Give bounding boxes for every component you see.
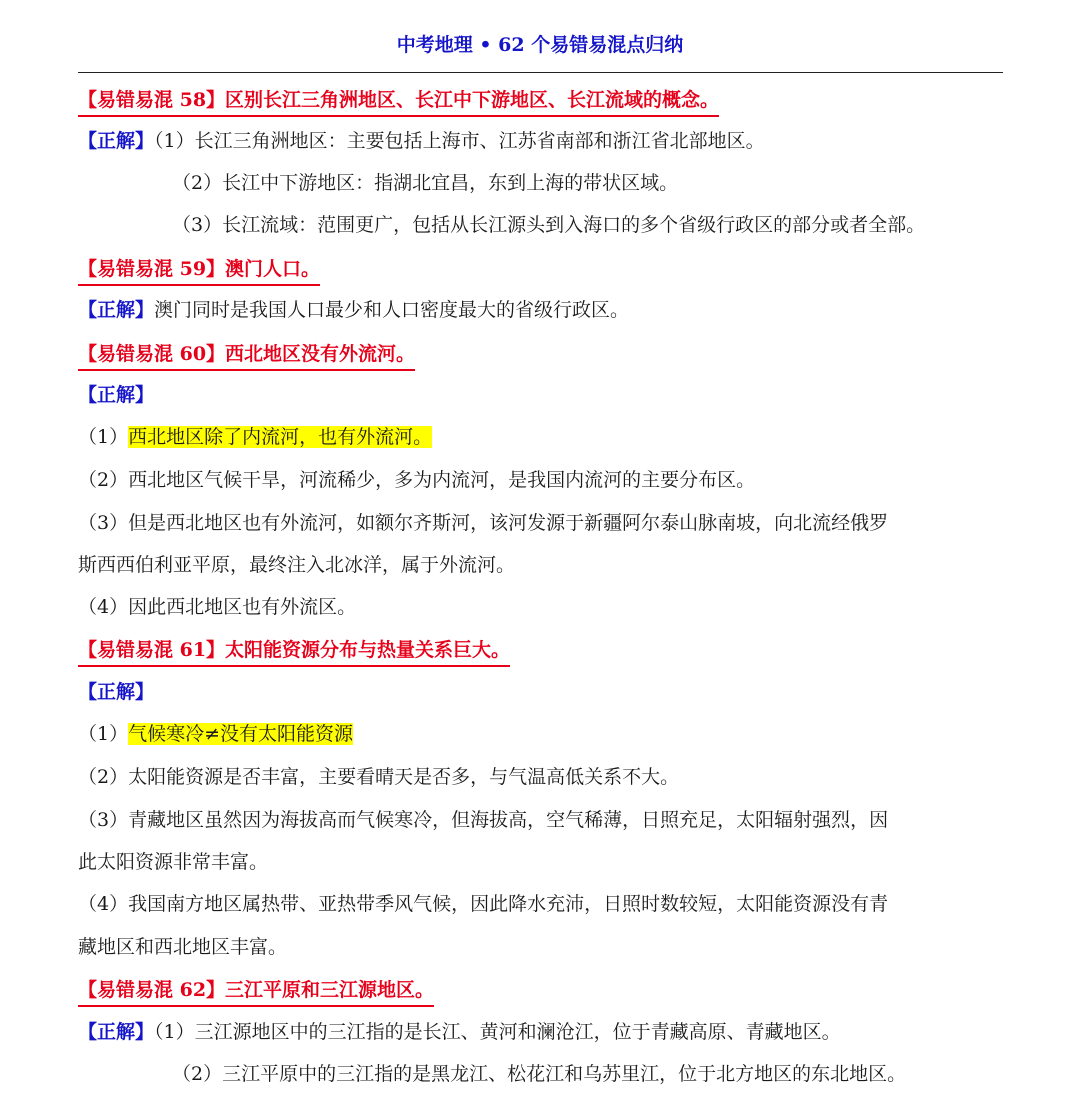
section-58-answer-line-1 [78, 129, 765, 153]
answer-label: 【正解】 [78, 299, 155, 321]
section-60-highlighted-text: 西北地区除了内流河，也有外流河。 [128, 426, 433, 448]
section-61-point-2: （2）太阳能资源是否丰富，主要看晴天是否多，与气温高低关系不大。 [78, 766, 680, 788]
section-58-heading-line [78, 88, 719, 112]
section-60-answer-label-line [78, 383, 154, 407]
answer-label: 【正解】 [78, 681, 155, 703]
section-60-point-3-line-2: 斯西西伯利亚平原，最终注入北冰洋，属于外流河。 [78, 554, 516, 576]
section-59-heading-line [78, 257, 320, 281]
section-61-point-3-line-2: 此太阳资源非常丰富。 [78, 851, 269, 873]
section-62-answer-line-1 [78, 1020, 841, 1044]
section-62-point-1: （1）三江源地区中的三江指的是长江、黄河和澜沧江，位于青藏高原、青藏地区。 [154, 1021, 841, 1043]
section-58-point-2: （2）长江中下游地区：指湖北宜昌，东到上海的带状区域。 [172, 172, 679, 194]
section-59-answer-line [78, 298, 629, 322]
answer-label: 【正解】 [78, 384, 155, 406]
section-60-point-4: （4）因此西北地区也有外流区。 [78, 596, 357, 618]
section-60-point-2: （2）西北地区气候干旱，河流稀少，多为内流河，是我国内流河的主要分布区。 [78, 469, 756, 491]
section-61-highlighted-text: 气候寒冷≠没有太阳能资源 [128, 723, 354, 745]
section-61-point-3-line-1: （3）青藏地区虽然因为海拔高而气候寒冷，但海拔高，空气稀薄，日照充足，太阳辐射强烈，因 [78, 809, 889, 831]
answer-label: 【正解】 [78, 130, 155, 152]
section-62-point-2: （2）三江平原中的三江指的是黑龙江、松花江和乌苏里江，位于北方地区的东北地区。 [172, 1063, 907, 1085]
section-62-heading-line [78, 978, 434, 1002]
section-61-heading: 【易错易混 61】太阳能资源分布与热量关系巨大。 [78, 639, 510, 667]
section-61-point-1 [78, 722, 353, 746]
section-60-point-1 [78, 425, 432, 449]
section-60-heading-line [78, 342, 415, 366]
section-61-point-1-number: （1） [78, 723, 129, 745]
section-58-heading: 【易错易混 58】区别长江三角洲地区、长江中下游地区、长江流域的概念。 [78, 89, 719, 117]
section-58-point-3: （3）长江流域：范围更广，包括从长江源头到入海口的多个省级行政区的部分或者全部。 [172, 214, 926, 236]
section-60-heading: 【易错易混 60】西北地区没有外流河。 [78, 343, 415, 371]
answer-label: 【正解】 [78, 1021, 155, 1043]
section-61-heading-line [78, 638, 510, 662]
section-60-point-3-line-1: （3）但是西北地区也有外流河，如额尔齐斯河，该河发源于新疆阿尔泰山脉南坡，向北流经俄罗 [78, 512, 889, 534]
page-title: 中考地理 • 62 个易错易混点归纳 [396, 34, 684, 56]
section-58-point-1: （1）长江三角洲地区：主要包括上海市、江苏省南部和浙江省北部地区。 [154, 130, 765, 152]
section-61-point-4-line-2: 藏地区和西北地区丰富。 [78, 936, 288, 958]
section-60-point-1-number: （1） [78, 426, 129, 448]
header-divider [78, 72, 1003, 73]
section-61-point-4-line-1: （4）我国南方地区属热带、亚热带季风气候，因此降水充沛，日照时数较短，太阳能资源没有青 [78, 893, 889, 915]
section-61-answer-label-line [78, 680, 154, 704]
section-62-heading: 【易错易混 62】三江平原和三江源地区。 [78, 979, 434, 1007]
section-59-point-1: 澳门同时是我国人口最少和人口密度最大的省级行政区。 [154, 299, 630, 321]
section-59-heading: 【易错易混 59】澳门人口。 [78, 258, 320, 286]
